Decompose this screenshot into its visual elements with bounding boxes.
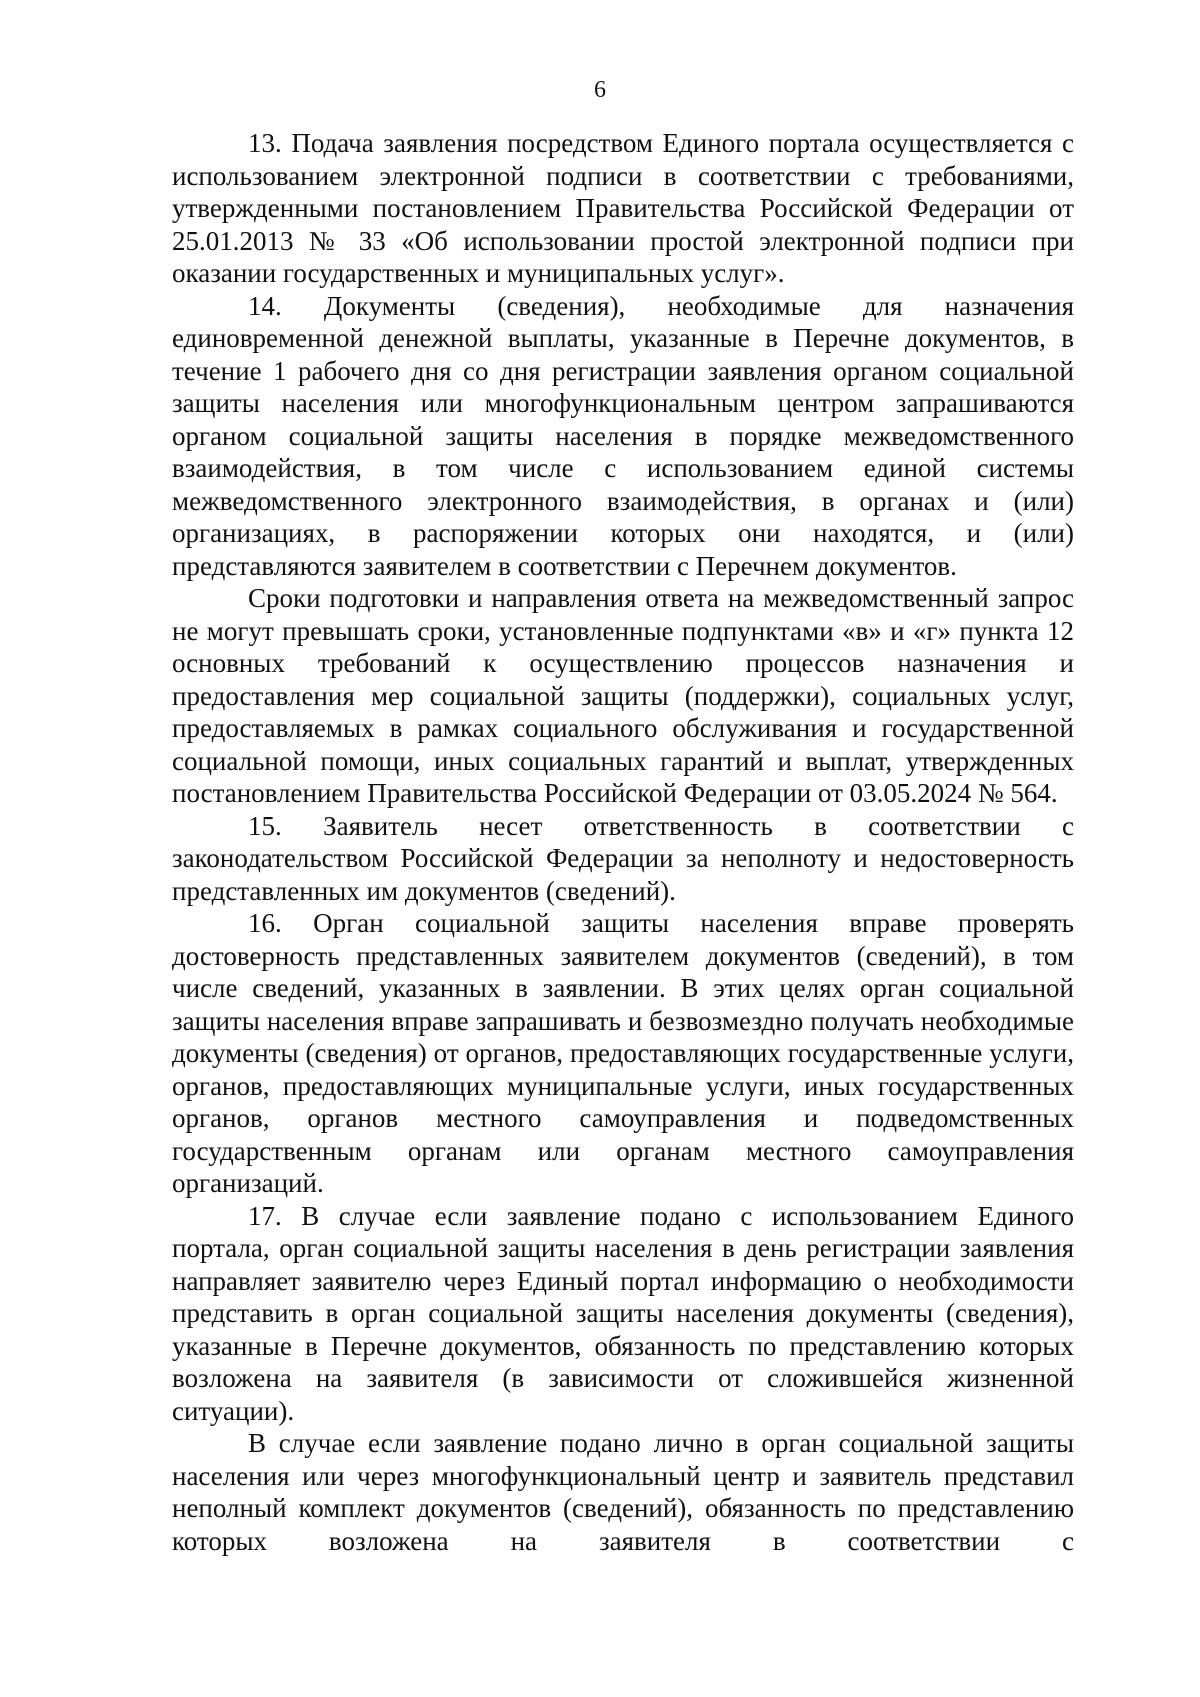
page-number: 6: [594, 77, 606, 103]
paragraph-17: 17. В случае если заявление подано с использованием Единого портала, орган социальной защиты населения в день регистрации заявления направляет заявителю через Единый портал информацию о необходимости представить в орган социальной защиты населения документы (сведения), указанные в Перечне документов, обязанность по представлению которых возложена на заявителя (в зависимости от сложившейся жизненной ситуации).: [172, 1200, 1074, 1426]
paragraph-13: 13. Подача заявления посредством Единого портала осуществляется с использованием электронной подписи в соответствии с требованиями, утвержденными постановлением Правительства Российской Федерации от 25.01.2013 № 33 «Об использовании простой электронной подписи при оказании государственных и муниципальных услуг».: [172, 128, 1074, 288]
paragraph-15: 15. Заявитель несет ответственность в соответствии с законодательством Российской Федерации за неполноту и недостоверность представленных им документов (сведений).: [172, 810, 1074, 906]
paragraph-16: 16. Орган социальной защиты населения вправе проверять достоверность представленных заявителем документов (сведений), в том числе сведений, указанных в заявлении. В этих целях орган социальной защиты населения вправе запрашивать и безвозмездно получать необходимые документы (сведения) от органов, предоставляющих государственные услуги, органов, предоставляющих муниципальные услуги, иных государственных органов, органов местного самоуправления и подведомственных государственным органам или органам местного самоуправления организаций.: [172, 908, 1074, 1198]
document-body: [172, 127, 1074, 1557]
paragraph-14: 14. Документы (сведения), необходимые для назначения единовременной денежной выплаты, указанные в Перечне документов, в течение 1 рабочего дня со дня регистрации заявления органом социальной защиты населения или многофункциональным центром запрашиваются органом социальной защиты населения в порядке межведомственного взаимодействия, в том числе с использованием единой системы межведомственного электронного взаимодействия, в органах и (или) организациях, в распоряжении которых они находятся, и (или) представляются заявителем в соответствии с Перечнем документов.: [172, 290, 1074, 581]
paragraph-17-continuation: В случае если заявление подано лично в орган социальной защиты населения или через многофункциональный центр и заявитель представил неполный комплект документов (сведений), обязанность по представлению которых возложена на заявителя в соответствии с: [172, 1428, 1074, 1556]
paragraph-14-deadlines: Сроки подготовки и направления ответа на межведомственный запрос не могут превышать сроки, установленные подпунктами «в» и «г» пункта 12 основных требований к осуществлению процессов назначения и предоставления мер социальной защиты (поддержки), социальных услуг, предоставляемых в рамках социального обслуживания и государственной социальной помощи, иных социальных гарантий и выплат, утвержденных постановлением Правительства Российской Федерации от 03.05.2024 № 564.: [172, 583, 1074, 808]
